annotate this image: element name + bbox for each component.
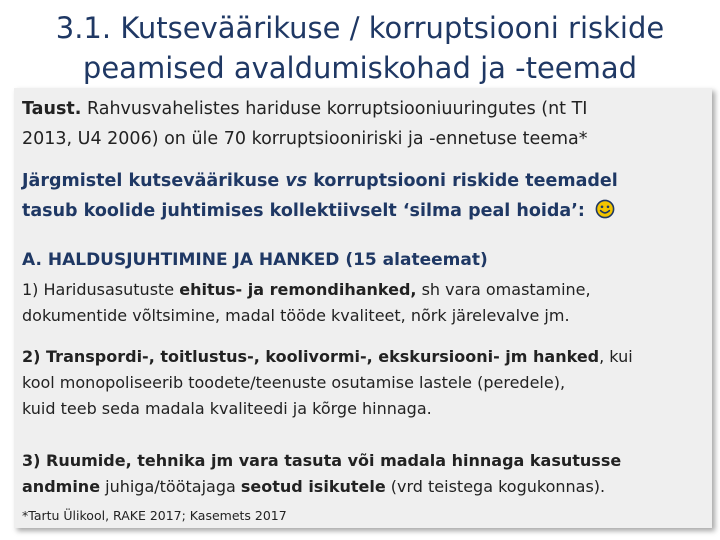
intro-line-1: [22, 94, 708, 124]
list-item-3-text-b: andmine: [22, 477, 101, 496]
list-item-3-text-d: seotud isikutele: [240, 477, 386, 496]
list-item-1: [22, 277, 708, 329]
list-item-2-text-a: 2) Transpordi-, toitlustus-, koolivormi-, ekskursiooni- jm hanked: [22, 347, 600, 366]
list-item-1-text-a: 1) Haridusasutuste: [22, 280, 180, 299]
list-item-2-text-b: , kui: [599, 347, 633, 366]
list-item-3-text-c: juhiga/töötajaga: [100, 477, 241, 496]
list-item-1-text-c: sh vara omastamine,: [416, 280, 591, 299]
highlight-line-1: [22, 166, 708, 196]
list-item-3-text-a: 3) Ruumide, tehnika jm vara tasuta või madala hinnaga kasutusse: [22, 451, 622, 470]
smiley-face-icon: [595, 199, 615, 229]
list-item-1-line-1: [22, 277, 708, 303]
footnote: *Tartu Ülikool, RAKE 2017; Kasemets 2017: [22, 508, 287, 523]
intro-label: Taust.: [22, 99, 82, 119]
intro-paragraph: [22, 94, 708, 154]
list-item-2-line-3: kuid teeb seda madala kvaliteedi ja kõrge hinnaga.: [22, 399, 432, 418]
list-item-2-line-2: kool monopoliseerib toodete/teenuste osutamise lastele (peredele),: [22, 373, 566, 392]
list-item-3-text-e: (vrd teistega kogukonnas).: [385, 477, 606, 496]
list-item-2: [22, 344, 708, 422]
highlight-line-1-b: korruptsiooni riskide teemadel: [307, 171, 618, 191]
highlight-line-1-a: Järgmistel kutseväärikuse: [22, 171, 286, 191]
list-item-1-text-b: ehitus- ja remondihanked,: [179, 280, 417, 299]
slide-title: [0, 8, 720, 88]
list-item-3: [22, 448, 708, 500]
list-item-3-line-1: [22, 448, 708, 474]
highlight-paragraph: [22, 166, 708, 229]
slide-title-line-1: 3.1. Kutseväärikuse / korruptsiooni riskide: [55, 11, 665, 45]
section-heading: A. HALDUSJUHTIMINE JA HANKED (15 alateemat): [22, 250, 488, 270]
slide-title-line-2: peamised avaldumiskohad ja -teemad: [82, 51, 638, 85]
content-panel: [14, 88, 712, 528]
list-item-1-line-2: dokumentide võltsimine, madal tööde kvaliteet, nõrk järelevalve jm.: [22, 306, 570, 325]
highlight-line-2-text: tasub koolide juhtimises kollektiivselt ‘silma peal hoida’:: [22, 201, 591, 221]
highlight-vs: vs: [285, 171, 308, 191]
intro-line-1-text: Rahvusvahelistes hariduse korruptsiooniuuringutes (nt TI: [81, 99, 588, 119]
list-item-3-line-2: [22, 474, 708, 500]
highlight-line-2: [22, 196, 708, 229]
list-item-2-line-1: [22, 344, 708, 370]
intro-line-2: 2013, U4 2006) on üle 70 korruptsiooniriski ja -ennetuse teema*: [22, 129, 588, 149]
